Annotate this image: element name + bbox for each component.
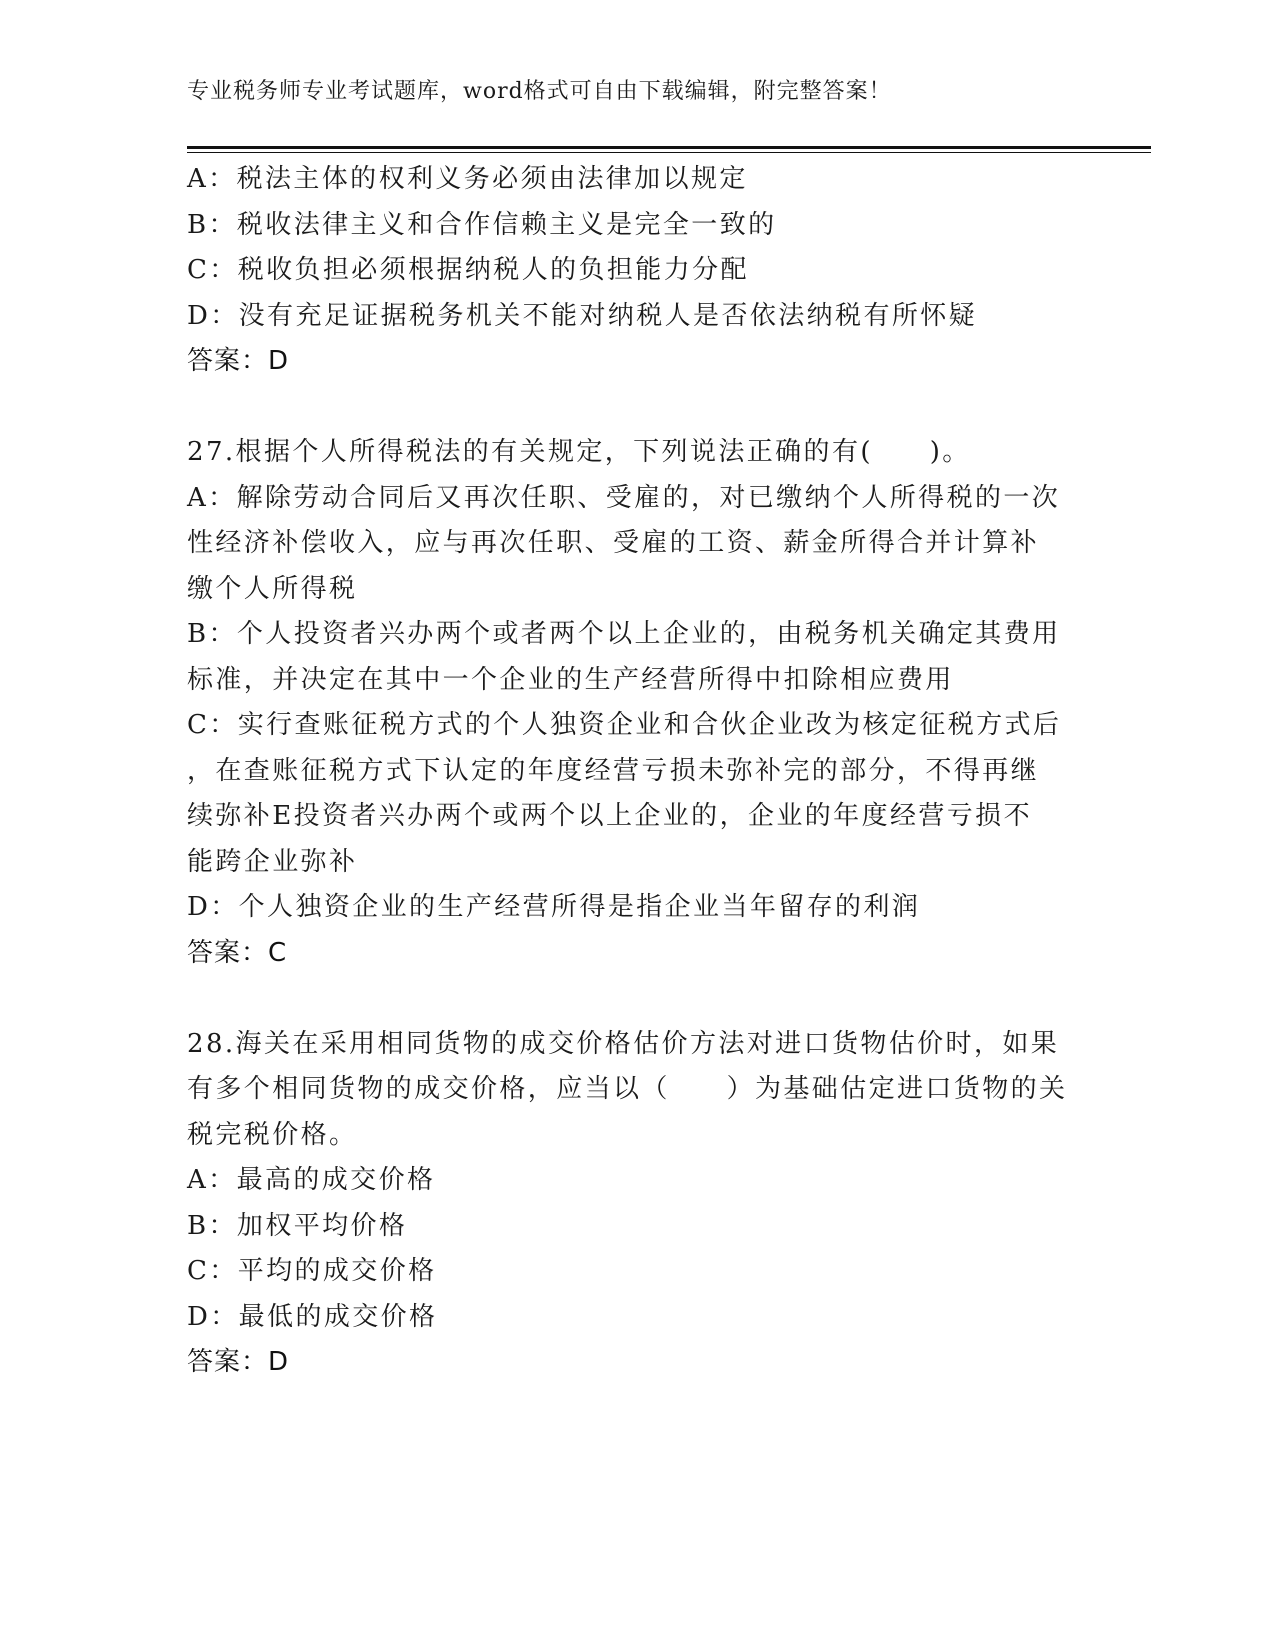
q27-answer: 答案：C bbox=[187, 937, 288, 968]
q27-option-c-line3: 续弥补E投资者兴办两个或两个以上企业的，企业的年度经营亏损不 bbox=[187, 801, 1032, 831]
q27-option-a-line3: 缴个人所得税 bbox=[187, 573, 358, 604]
header-rule bbox=[187, 146, 1151, 149]
q26-option-c: C：税收负担必须根据纳税人的负担能力分配 bbox=[187, 255, 749, 285]
q27-option-b-line2: 标准，并决定在其中一个企业的生产经营所得中扣除相应费用 bbox=[187, 664, 954, 695]
q27-option-c-line4: 能跨企业弥补 bbox=[187, 846, 358, 877]
q28-option-d: D：最低的成交价格 bbox=[187, 1301, 438, 1332]
spacer bbox=[187, 385, 1067, 431]
q28-stem-line1: 28.海关在采用相同货物的成交价格估价方法对进口货物估价时，如果 bbox=[187, 1028, 1060, 1059]
q26-answer: 答案：D bbox=[187, 346, 290, 376]
q26-option-d: D：没有充足证据税务机关不能对纳税人是否依法纳税有所怀疑 bbox=[187, 300, 978, 331]
q27-option-a-line2: 性经济补偿收入，应与再次任职、受雇的工资、薪金所得合并计算补 bbox=[187, 528, 1040, 558]
q27-option-c-line2: ，在查账征税方式下认定的年度经营亏损未弥补完的部分，不得再继 bbox=[187, 755, 1040, 786]
question-26-block bbox=[187, 157, 1067, 385]
q28-answer: 答案：D bbox=[187, 1347, 290, 1377]
q27-option-c-line1: C：实行查账征税方式的个人独资企业和合伙企业改为核定征税方式后 bbox=[187, 710, 1062, 740]
page-header: 专业税务师专业考试题库，word格式可自由下载编辑，附完整答案！ bbox=[187, 79, 892, 104]
q27-option-b-line1: B：个人投资者兴办两个或者两个以上企业的，由税务机关确定其费用 bbox=[187, 619, 1061, 649]
spacer bbox=[187, 976, 1067, 1022]
q27-option-d-line1: D：个人独资企业的生产经营所得是指企业当年留存的利润 bbox=[187, 892, 921, 922]
document-body bbox=[187, 157, 1067, 1386]
question-28-block bbox=[187, 1022, 1067, 1386]
q28-option-c: C：平均的成交价格 bbox=[187, 1256, 437, 1286]
q27-option-a-line1: A：解除劳动合同后又再次任职、受雇的，对已缴纳个人所得税的一次 bbox=[187, 482, 1061, 513]
q28-option-a: A：最高的成交价格 bbox=[187, 1165, 436, 1195]
q28-stem-line3: 税完税价格。 bbox=[187, 1119, 358, 1150]
q28-stem-line2: 有多个相同货物的成交价格，应当以（ ）为基础估定进口货物的关 bbox=[187, 1074, 1068, 1104]
q26-option-a: A：税法主体的权利义务必须由法律加以规定 bbox=[187, 164, 748, 194]
q26-option-b: B：税收法律主义和合作信赖主义是完全一致的 bbox=[187, 209, 777, 240]
q28-option-b: B：加权平均价格 bbox=[187, 1210, 408, 1241]
question-27-block bbox=[187, 430, 1067, 976]
q27-stem: 27.根据个人所得税法的有关规定，下列说法正确的有( )。 bbox=[187, 437, 971, 467]
